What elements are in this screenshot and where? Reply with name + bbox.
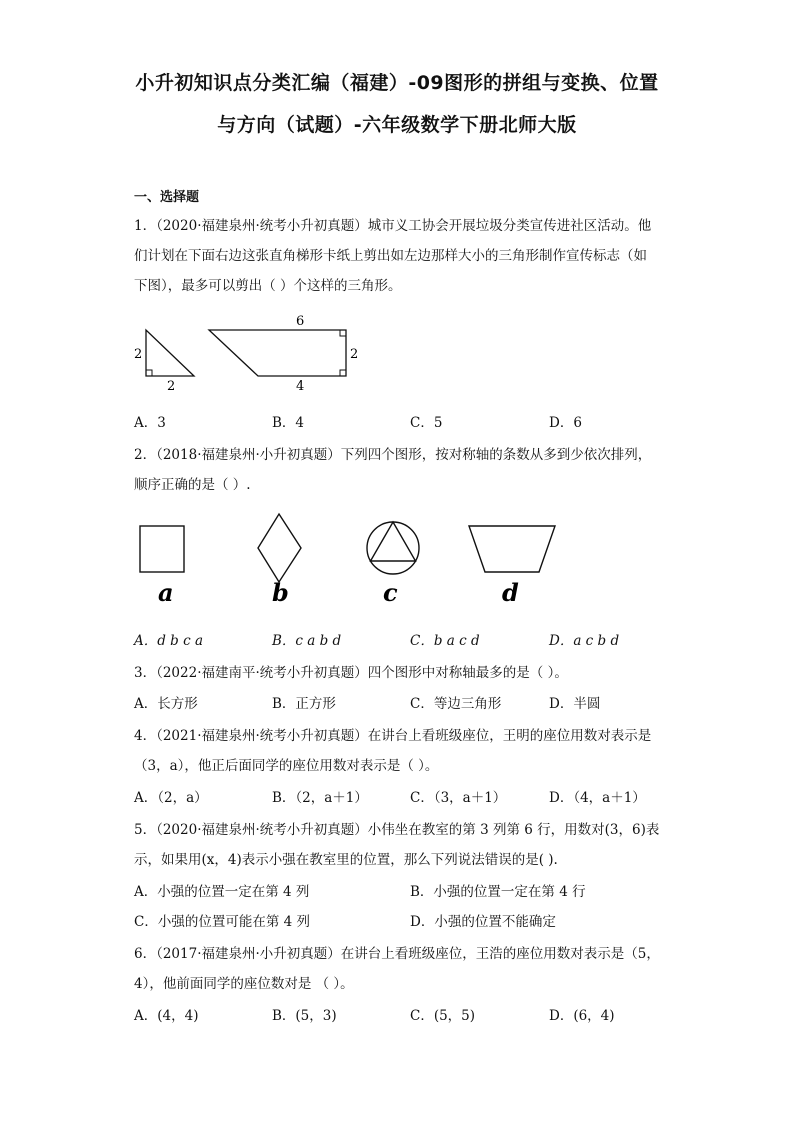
- page-title-line-1: 小升初知识点分类汇编（福建）-09图形的拼组与变换、位置: [135, 72, 659, 94]
- q2-option-a[interactable]: A．d b c a: [134, 633, 204, 649]
- q6-option-b[interactable]: B．(5，3): [272, 1008, 337, 1024]
- q6-option-c[interactable]: C．(5，5): [410, 1008, 476, 1024]
- q2-text-line-2: 顺序正确的是（ ）.: [134, 477, 251, 493]
- q2-figures: [130, 505, 570, 613]
- q1-trapezoid-bottom-label: 4: [296, 379, 305, 390]
- q3-option-a[interactable]: A．长方形: [134, 696, 198, 712]
- q1-triangle-bottom-label: 2: [167, 379, 176, 390]
- q1-triangle-left-label: 2: [134, 347, 143, 362]
- q2-rhombus-shape: [258, 514, 301, 582]
- page-title-line-2: 与方向（试题）-六年级数学下册北师大版: [217, 114, 577, 136]
- q2-square-shape: [140, 526, 184, 572]
- q1-trapezoid-top-label: 6: [296, 314, 305, 329]
- q1-triangle: [146, 330, 194, 376]
- q1-trapezoid: [209, 330, 346, 376]
- q2-option-b[interactable]: B．c a b d: [272, 633, 342, 649]
- q4-option-a[interactable]: A．（2，a）: [134, 790, 208, 806]
- q1-option-b[interactable]: B．4: [272, 415, 305, 431]
- q2-option-c[interactable]: C．b a c d: [410, 633, 480, 649]
- q6-option-d[interactable]: D．(6，4): [549, 1008, 615, 1024]
- q4-text-line-2: （3，a），他正后面同学的座位用数对表示是（ ）。: [134, 758, 439, 774]
- q1-trapezoid-right-label: 2: [350, 347, 359, 362]
- q1-option-d[interactable]: D．6: [549, 415, 582, 431]
- q6-text-line-2: 4），他前面同学的座位数对是 （ ）。: [134, 976, 354, 992]
- section-heading: 一、选择题: [134, 190, 200, 205]
- q1-text-line-3: 下图），最多可以剪出（ ）个这样的三角形。: [134, 278, 402, 294]
- q3-option-b[interactable]: B．正方形: [272, 696, 336, 712]
- q5-text-line-2: 示，如果用(x，4)表示小强在教室里的位置，那么下列说法错误的是( ).: [134, 852, 558, 868]
- q2-trapezoid-shape: [469, 526, 555, 572]
- q5-text-line-1: 5．（2020·福建泉州·统考小升初真题）小伟坐在教室的第 3 列第 6 行，用数对(3，6)表: [134, 822, 660, 838]
- q4-text-line-1: 4．（2021·福建泉州·统考小升初真题）在讲台上看班级座位，王明的座位用数对表示是: [134, 728, 652, 744]
- q2-text-line-1: 2．（2018·福建泉州·小升初真题）下列四个图形，按对称轴的条数从多到少依次排列，: [134, 447, 652, 463]
- q2-circle-shape: [367, 522, 419, 574]
- q1-option-a[interactable]: A．3: [134, 415, 166, 431]
- q5-option-c[interactable]: C．小强的位置可能在第 4 列: [134, 914, 311, 930]
- q2-option-d[interactable]: D．a c b d: [549, 633, 620, 649]
- q1-text-line-1: 1．（2020·福建泉州·统考小升初真题）城市义工协会开展垃圾分类宣传进社区活动。他: [134, 218, 652, 234]
- q2-label-d: d: [502, 578, 519, 607]
- q4-option-d[interactable]: D．（4，a＋1）: [549, 790, 646, 806]
- q2-label-c: c: [383, 578, 398, 607]
- q3-option-c[interactable]: C．等边三角形: [410, 696, 502, 712]
- q3-text-line-1: 3．（2022·福建南平·统考小升初真题）四个图形中对称轴最多的是（ ）。: [134, 665, 568, 681]
- q2-label-a: a: [158, 578, 174, 607]
- q4-option-c[interactable]: C．（3，a＋1）: [410, 790, 507, 806]
- q1-trapezoid-right-angle-top: [340, 330, 346, 336]
- q1-text-line-2: 们计划在下面右边这张直角梯形卡纸上剪出如左边那样大小的三角形制作宣传标志（如: [134, 248, 647, 264]
- q6-option-a[interactable]: A．(4，4): [134, 1008, 199, 1024]
- q4-option-b[interactable]: B．（2，a＋1）: [272, 790, 368, 806]
- q6-text-line-1: 6．（2017·福建泉州·小升初真题）在讲台上看班级座位，王浩的座位用数对表示是（5，: [134, 946, 660, 962]
- q1-figure: [130, 310, 370, 390]
- q3-option-d[interactable]: D．半圆: [549, 696, 601, 712]
- q1-option-c[interactable]: C．5: [410, 415, 443, 431]
- q5-option-d[interactable]: D．小强的位置不能确定: [410, 914, 556, 930]
- q2-label-b: b: [272, 578, 289, 607]
- q5-option-a[interactable]: A．小强的位置一定在第 4 列: [134, 884, 310, 900]
- q5-option-b[interactable]: B．小强的位置一定在第 4 行: [410, 884, 586, 900]
- q1-trapezoid-right-angle-bottom: [340, 370, 346, 376]
- q1-triangle-right-angle-mark: [146, 370, 152, 376]
